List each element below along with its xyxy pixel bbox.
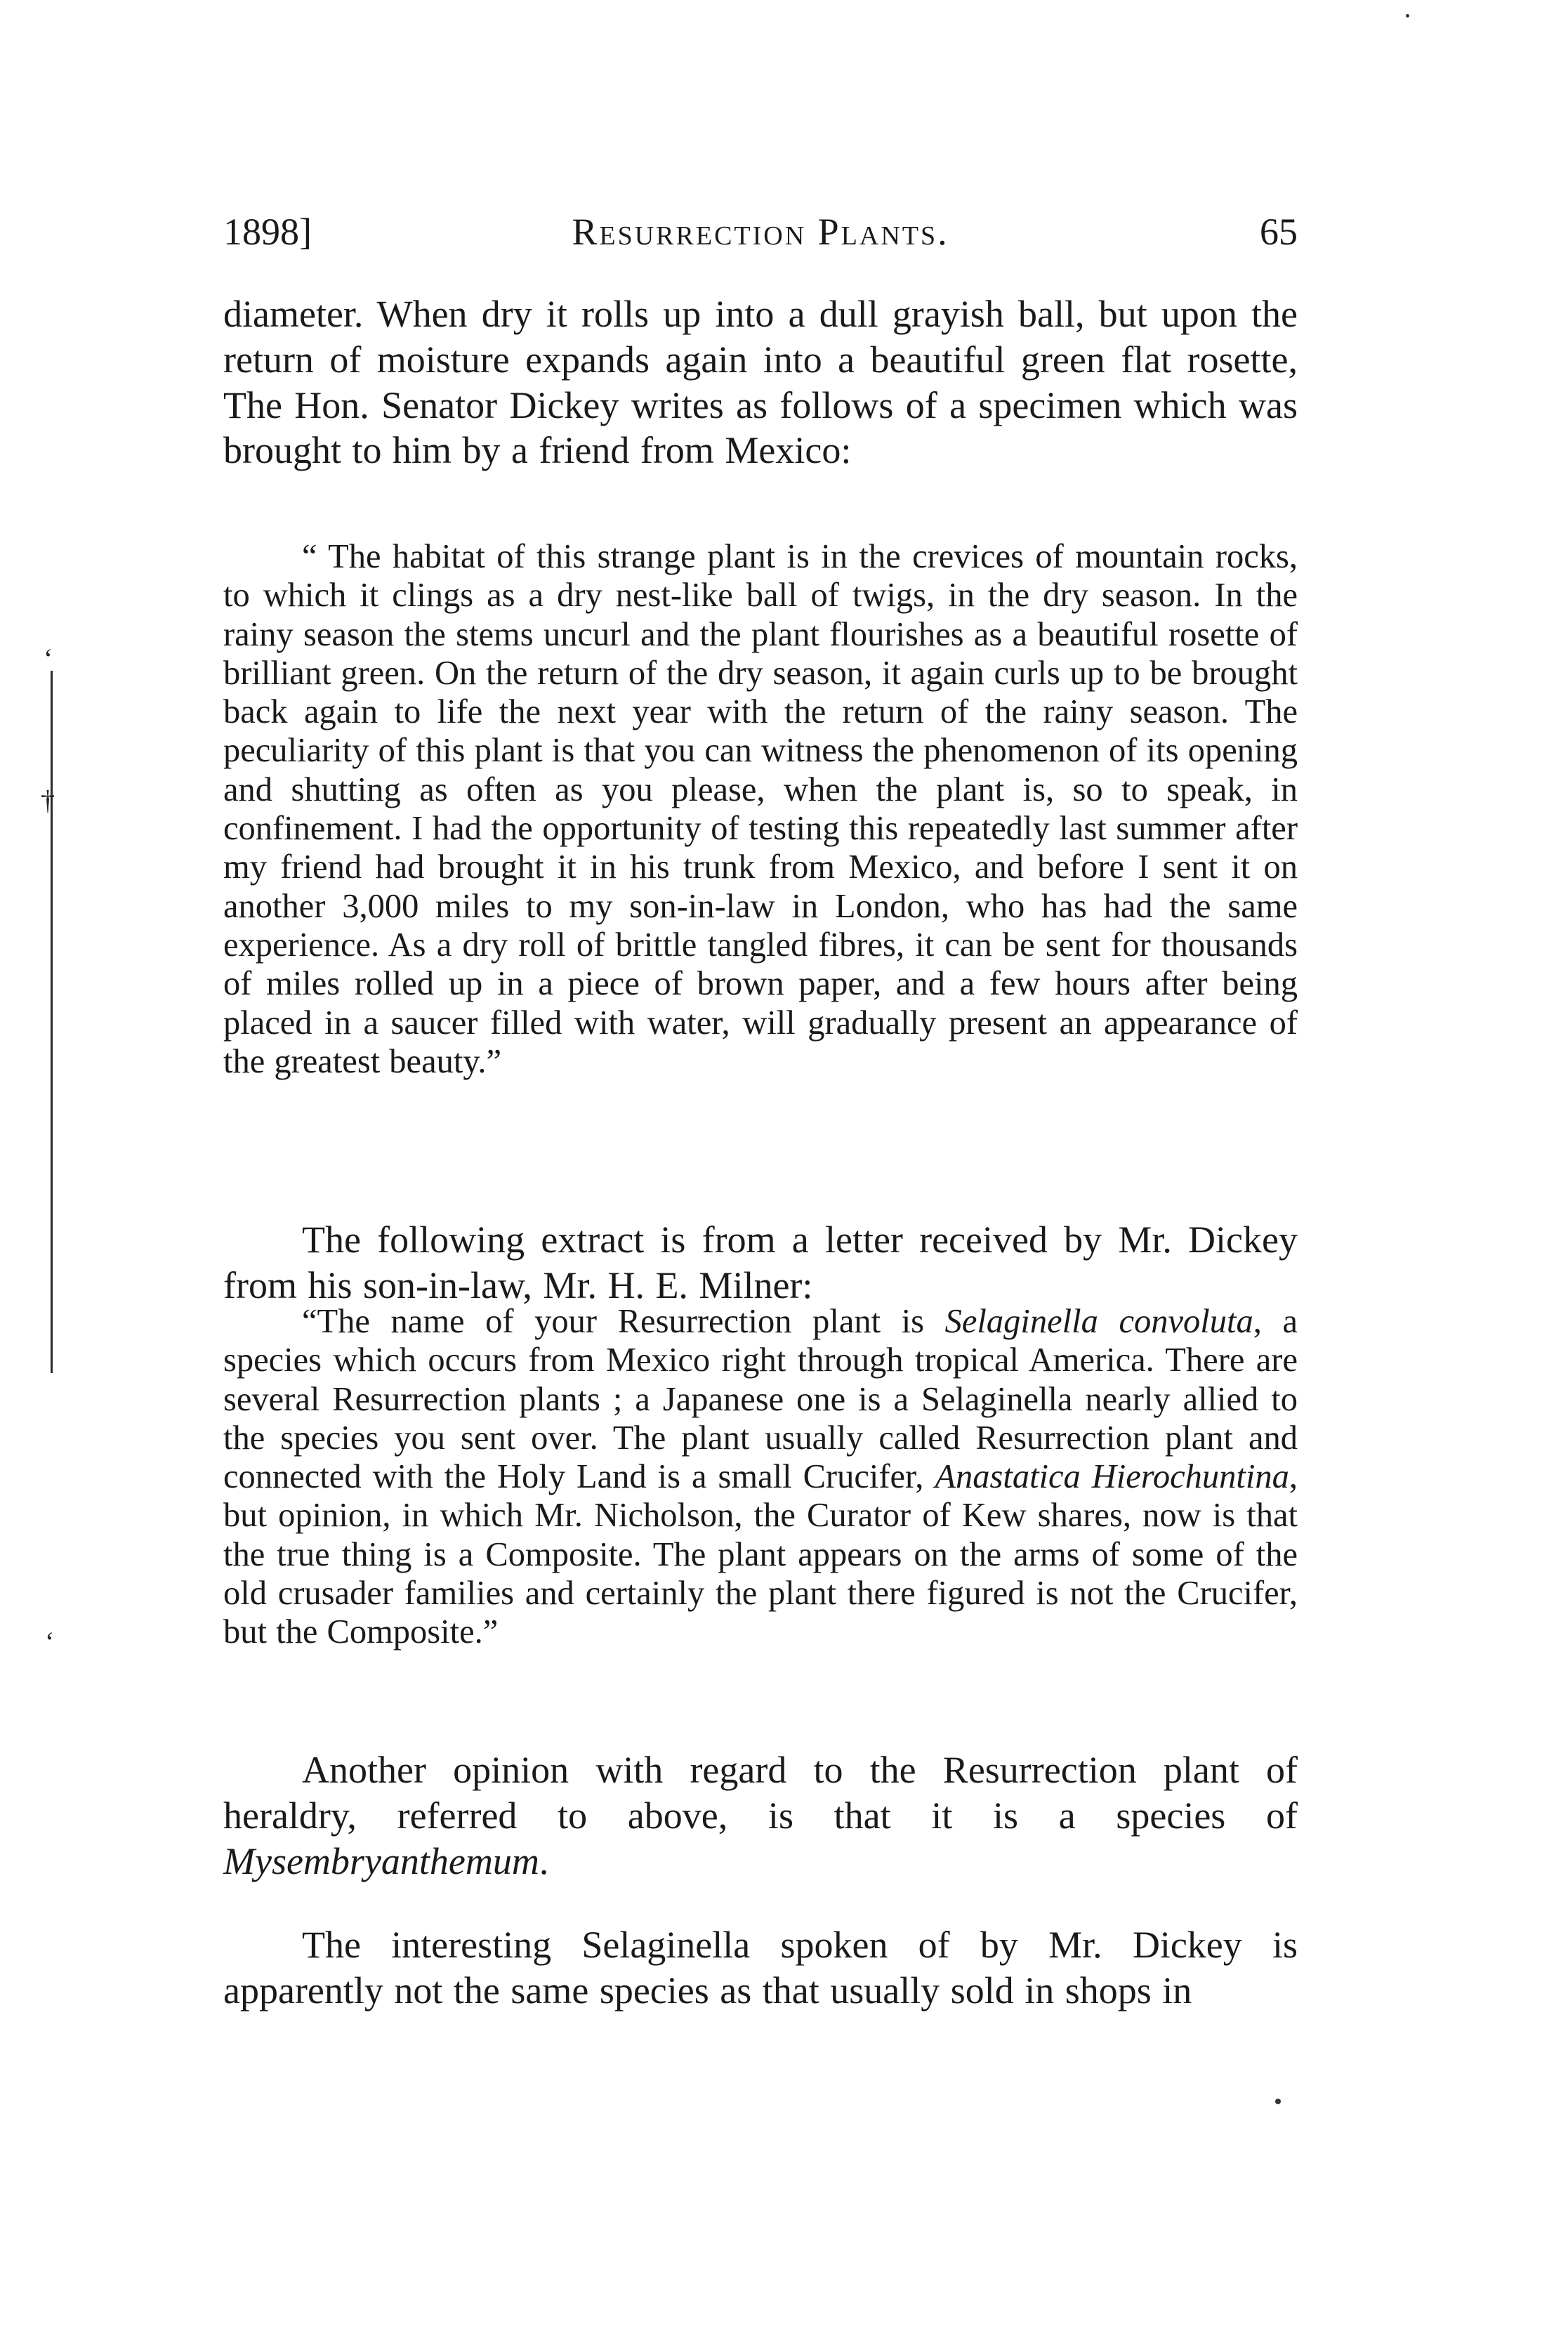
page-speck <box>1406 14 1409 18</box>
quote-text <box>223 1302 1298 1652</box>
quote-text: “ The habitat of this strange plant is in the crevices of mountain rocks, to which it clings as a dry nest-like ball of twigs, in the dry season. In the rainy season the stems uncurl and the plant flourishes as a beautiful rosette of brilliant green. On the return of the dry season, it again curls up to be brought back again to life the next year with the return of the rainy season. The peculiarity of this plant is that you can witness the phenomenon of its opening and shutting as often as you please, when the plant is, so to speak, in confinement. I had the opportunity of testing this repeatedly last summer after my friend had brought it in his trunk from Mexico, and before I sent it on another 3,000 miles to my son-in-law in London, who has had the same experience. As a dry roll of brittle tangled fibres, it can be sent for thousands of miles rolled up in a piece of brown paper, and a few hours after being placed in a saucer filled with water, will gradually present an appearance of the greatest beauty.” <box>223 538 1298 1080</box>
page-speck <box>1275 2099 1281 2104</box>
header-year: 1898] <box>223 211 312 253</box>
quote-milner <box>223 1302 1298 1652</box>
margin-rule <box>51 671 53 1373</box>
paragraph-3 <box>223 1747 1298 1884</box>
header-title: Resurrection Plants. <box>572 211 949 253</box>
species-name: Anastatica Hierochuntina <box>935 1458 1289 1496</box>
page-number: 65 <box>1260 211 1298 253</box>
quote-dickey <box>223 537 1298 1081</box>
quote-text-part: , but opinion, in which Mr. Nicholson, the Curator of Kew shares, now is that the true thing is a Composite. The plant appears on the arms of some of the old crusader families and certainly the plant there figured is not the Crucifer, but the Composite.” <box>223 1458 1298 1651</box>
quote-text-part: , a species which occurs from Mexico right through tropical America. There are several Resurrection plants ; a Japanese one is a Selaginella nearly allied to the species you sent over. The plant usually called Resurrection plant and connected with the Holy Land is a small Crucifer, <box>223 1303 1298 1496</box>
paragraph-4 <box>223 1922 1298 2014</box>
paragraph-text <box>223 1747 1298 1884</box>
margin-mark: ‘ <box>45 1626 55 1658</box>
paragraph-text: The interesting Selaginella spoken of by Mr. Dickey is apparently not the same species as that usually sold in shops in <box>223 1924 1298 2012</box>
paragraph-text-part: Another opinion with regard to the Resurrection plant of heraldry, referred to above, is that it is a species of <box>223 1749 1298 1837</box>
running-header <box>223 207 1298 256</box>
margin-mark: † <box>41 785 55 816</box>
margin-mark: ‘ <box>44 643 53 674</box>
paragraph-1 <box>223 291 1298 473</box>
quote-text-part: “The name of your Resurrection plant is <box>302 1303 945 1340</box>
paragraph-text-part: . <box>539 1839 549 1882</box>
species-name: Selaginella convoluta <box>944 1303 1253 1340</box>
paragraph-text: diameter. When dry it rolls up into a dull grayish ball, but upon the return of moisture expands again into a beautiful green flat rosette, The Hon. Senator Dickey writes as follows of a specimen which was brought to him by a friend from Mexico: <box>223 293 1298 472</box>
species-name: Mysembryanthemum <box>223 1839 539 1882</box>
paragraph-text: The following extract is from a letter received by Mr. Dickey from his son-in-law, Mr. H. E. Milner: <box>223 1219 1298 1306</box>
paragraph-2 <box>223 1217 1298 1308</box>
